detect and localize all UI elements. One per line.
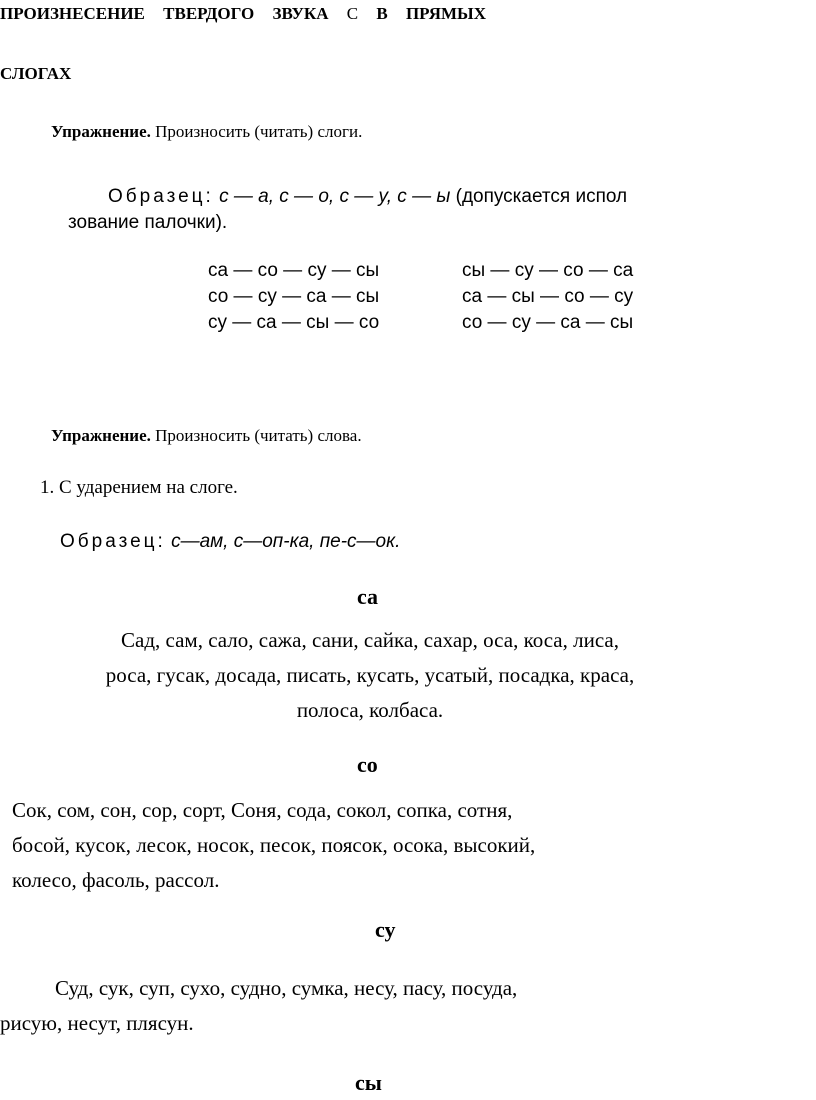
title-line-2: СЛОГАХ — [0, 64, 72, 83]
word-line: полоса, колбаса. — [296, 698, 444, 722]
exercise-text: Произносить (читать) слоги. — [150, 122, 363, 141]
word-line: колесо, фасоль, рассол. — [12, 868, 220, 892]
word-line: рисую, несут, плясун. — [0, 1011, 194, 1035]
sample-label: Образец: — [60, 531, 166, 552]
word-line: Сад, сам, сало, сажа, сани, сайка, сахар, оса, коса, лиса, — [121, 628, 619, 652]
title-line-1 — [0, 4, 486, 24]
sample-rest: (допускается испол — [450, 186, 628, 207]
syllable-row: са — со — су — сы — [208, 260, 380, 281]
word-line: босой, кусок, лесок, носок, песок, поясок, осока, высокий, — [12, 833, 536, 857]
words-so — [12, 793, 535, 898]
syllable-row: су — са — сы — со — [208, 312, 380, 333]
sample-2 — [60, 531, 400, 553]
exercise-label: Упражнение. — [51, 426, 151, 445]
word-line: роса, гусак, досада, писать, кусать, усатый, посадка, краса, — [105, 663, 635, 687]
syllable-row: сы — су — со — са — [462, 260, 634, 281]
syllable-row: со — су — са — сы — [208, 286, 380, 307]
point-1: 1. С ударением на слоге. — [40, 477, 238, 498]
section-heading-su: су — [375, 917, 396, 942]
title-text-end: В ПРЯМЫХ — [376, 4, 487, 23]
exercise-2 — [51, 426, 362, 446]
syllable-row: са — сы — со — су — [462, 286, 634, 307]
sample-1-line-2: зование палочки). — [68, 212, 228, 233]
sample-1-line-1 — [108, 186, 627, 208]
title-letter: С — [346, 4, 359, 23]
sample-italic: с—ам, с—оп-ка, пе-с—ок. — [171, 531, 401, 552]
syllables-right — [462, 258, 633, 336]
exercise-text: Произносить (читать) слова. — [150, 426, 362, 445]
exercise-label: Упражнение. — [51, 122, 151, 141]
word-line: Суд, сук, суп, сухо, судно, сумка, несу, пасу, посуда, — [55, 976, 518, 1000]
words-su — [0, 971, 517, 1041]
word-line: Сок, сом, сон, сор, сорт, Соня, сода, сокол, сопка, сотня, — [12, 798, 513, 822]
section-heading-sy: сы — [355, 1070, 382, 1095]
sample-label: Образец: — [108, 186, 214, 207]
sample-italic: с — а, с — о, с — у, с — ы — [219, 186, 451, 207]
section-heading-so: со — [357, 752, 378, 777]
syllable-row: со — су — са — сы — [462, 312, 634, 333]
title-text: ПРОИЗНЕСЕНИЕ ТВЕРДОГО ЗВУКА — [0, 4, 329, 23]
section-heading-sa: са — [357, 584, 379, 609]
syllables-left — [208, 258, 379, 336]
exercise-1 — [51, 122, 362, 142]
words-sa — [0, 623, 740, 728]
